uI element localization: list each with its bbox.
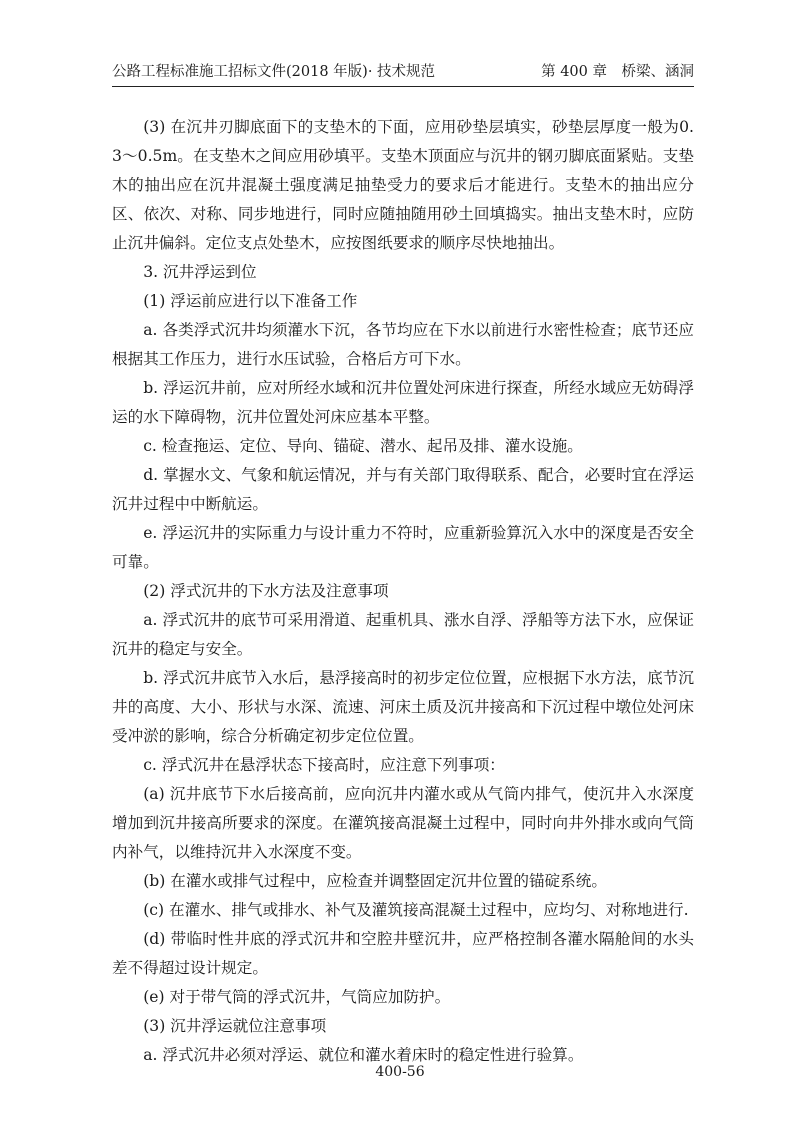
page-number: 400-56 [375,1064,425,1080]
paragraph: (e) 对于带气筒的浮式沉井，气筒应加防护。 [143,988,451,1006]
paragraph: (a) 沉井底节下水后接高前，应向沉井内灌水或从气筒内排气，使沉井入水深度增加到沉井接高所要求的深度。在灌筑接高混凝土过程中，同时向井外排水或向气筒内补气，以维持沉井入水深度不变。 [112,785,694,861]
paragraph: (d) 带临时性井底的浮式沉井和空腔井壁沉井，应严格控制各灌水隔舱间的水头差不得超过设计规定。 [112,930,694,977]
paragraph: a. 浮式沉井的底节可采用滑道、起重机具、涨水自浮、浮船等方法下水，应保证沉井的稳定与安全。 [112,611,694,658]
paragraph: (b) 在灌水或排气过程中，应检查并调整固定沉井位置的锚碇系统。 [143,872,607,890]
subsection-heading: (3) 沉井浮运就位注意事项 [143,1017,327,1035]
paragraph: (c) 在灌水、排气或排水、补气及灌筑接高混凝土过程中，应均匀、对称地进行. [143,901,689,919]
section-heading: 3. 沉井浮运到位 [143,263,257,281]
subsection-heading: (2) 浮式沉井的下水方法及注意事项 [143,582,389,600]
header-document-title: 公路工程标准施工招标文件(2018 年版)· 技术规范 [112,64,436,80]
paragraph: a. 浮式沉井必须对浮运、就位和灌水着床时的稳定性进行验算。 [143,1046,584,1064]
paragraph: b. 浮运沉井前，应对所经水域和沉井位置处河床进行探查，所经水域应无妨碍浮运的水下障碍物，沉井位置处河床应基本平整。 [112,379,694,426]
paragraph: b. 浮式沉井底节入水后，悬浮接高时的初步定位位置，应根据下水方法，底节沉井的高度、大小、形状与水深、流速、河床土质及沉井接高和下沉过程中墩位处河床受冲淤的影响，综合分析确定初步定位位置。 [112,669,694,745]
paragraph: c. 浮式沉井在悬浮状态下接高时，应注意下列事项： [143,756,505,774]
paragraph: c. 检查拖运、定位、导向、锚碇、潜水、起吊及排、灌水设施。 [143,437,583,455]
paragraph: a. 各类浮式沉井均须灌水下沉，各节均应在下水以前进行水密性检查；底节还应根据其工作压力，进行水压试验，合格后方可下水。 [112,321,694,368]
page-footer [0,1062,800,1082]
paragraph: d. 掌握水文、气象和航运情况，并与有关部门取得联系、配合，必要时宜在浮运沉井过程中中断航运。 [112,466,694,513]
page-header [112,60,694,87]
subsection-heading: (1) 浮运前应进行以下准备工作 [143,292,358,310]
paragraph: (3) 在沉井刃脚底面下的支垫木的下面，应用砂垫层填实，砂垫层厚度一般为0.3～0.5m。在支垫木之间应用砂填平。支垫木顶面应与沉井的钢刃脚底面紧贴。支垫木的抽出应在沉井混凝土强度满足抽垫受力的要求后才能进行。支垫木的抽出应分区、依次、对称、同步地进行，同时应随抽随用砂土回填捣实。抽出支垫木时，应防止沉井偏斜。定位支点处垫木，应按图纸要求的顺序尽快地抽出。 [112,118,694,252]
header-chapter-title: 第 400 章 桥梁、涵洞 [541,64,694,80]
paragraph: e. 浮运沉井的实际重力与设计重力不符时，应重新验算沉入水中的深度是否安全可靠。 [112,524,694,571]
document-body [112,113,694,1070]
